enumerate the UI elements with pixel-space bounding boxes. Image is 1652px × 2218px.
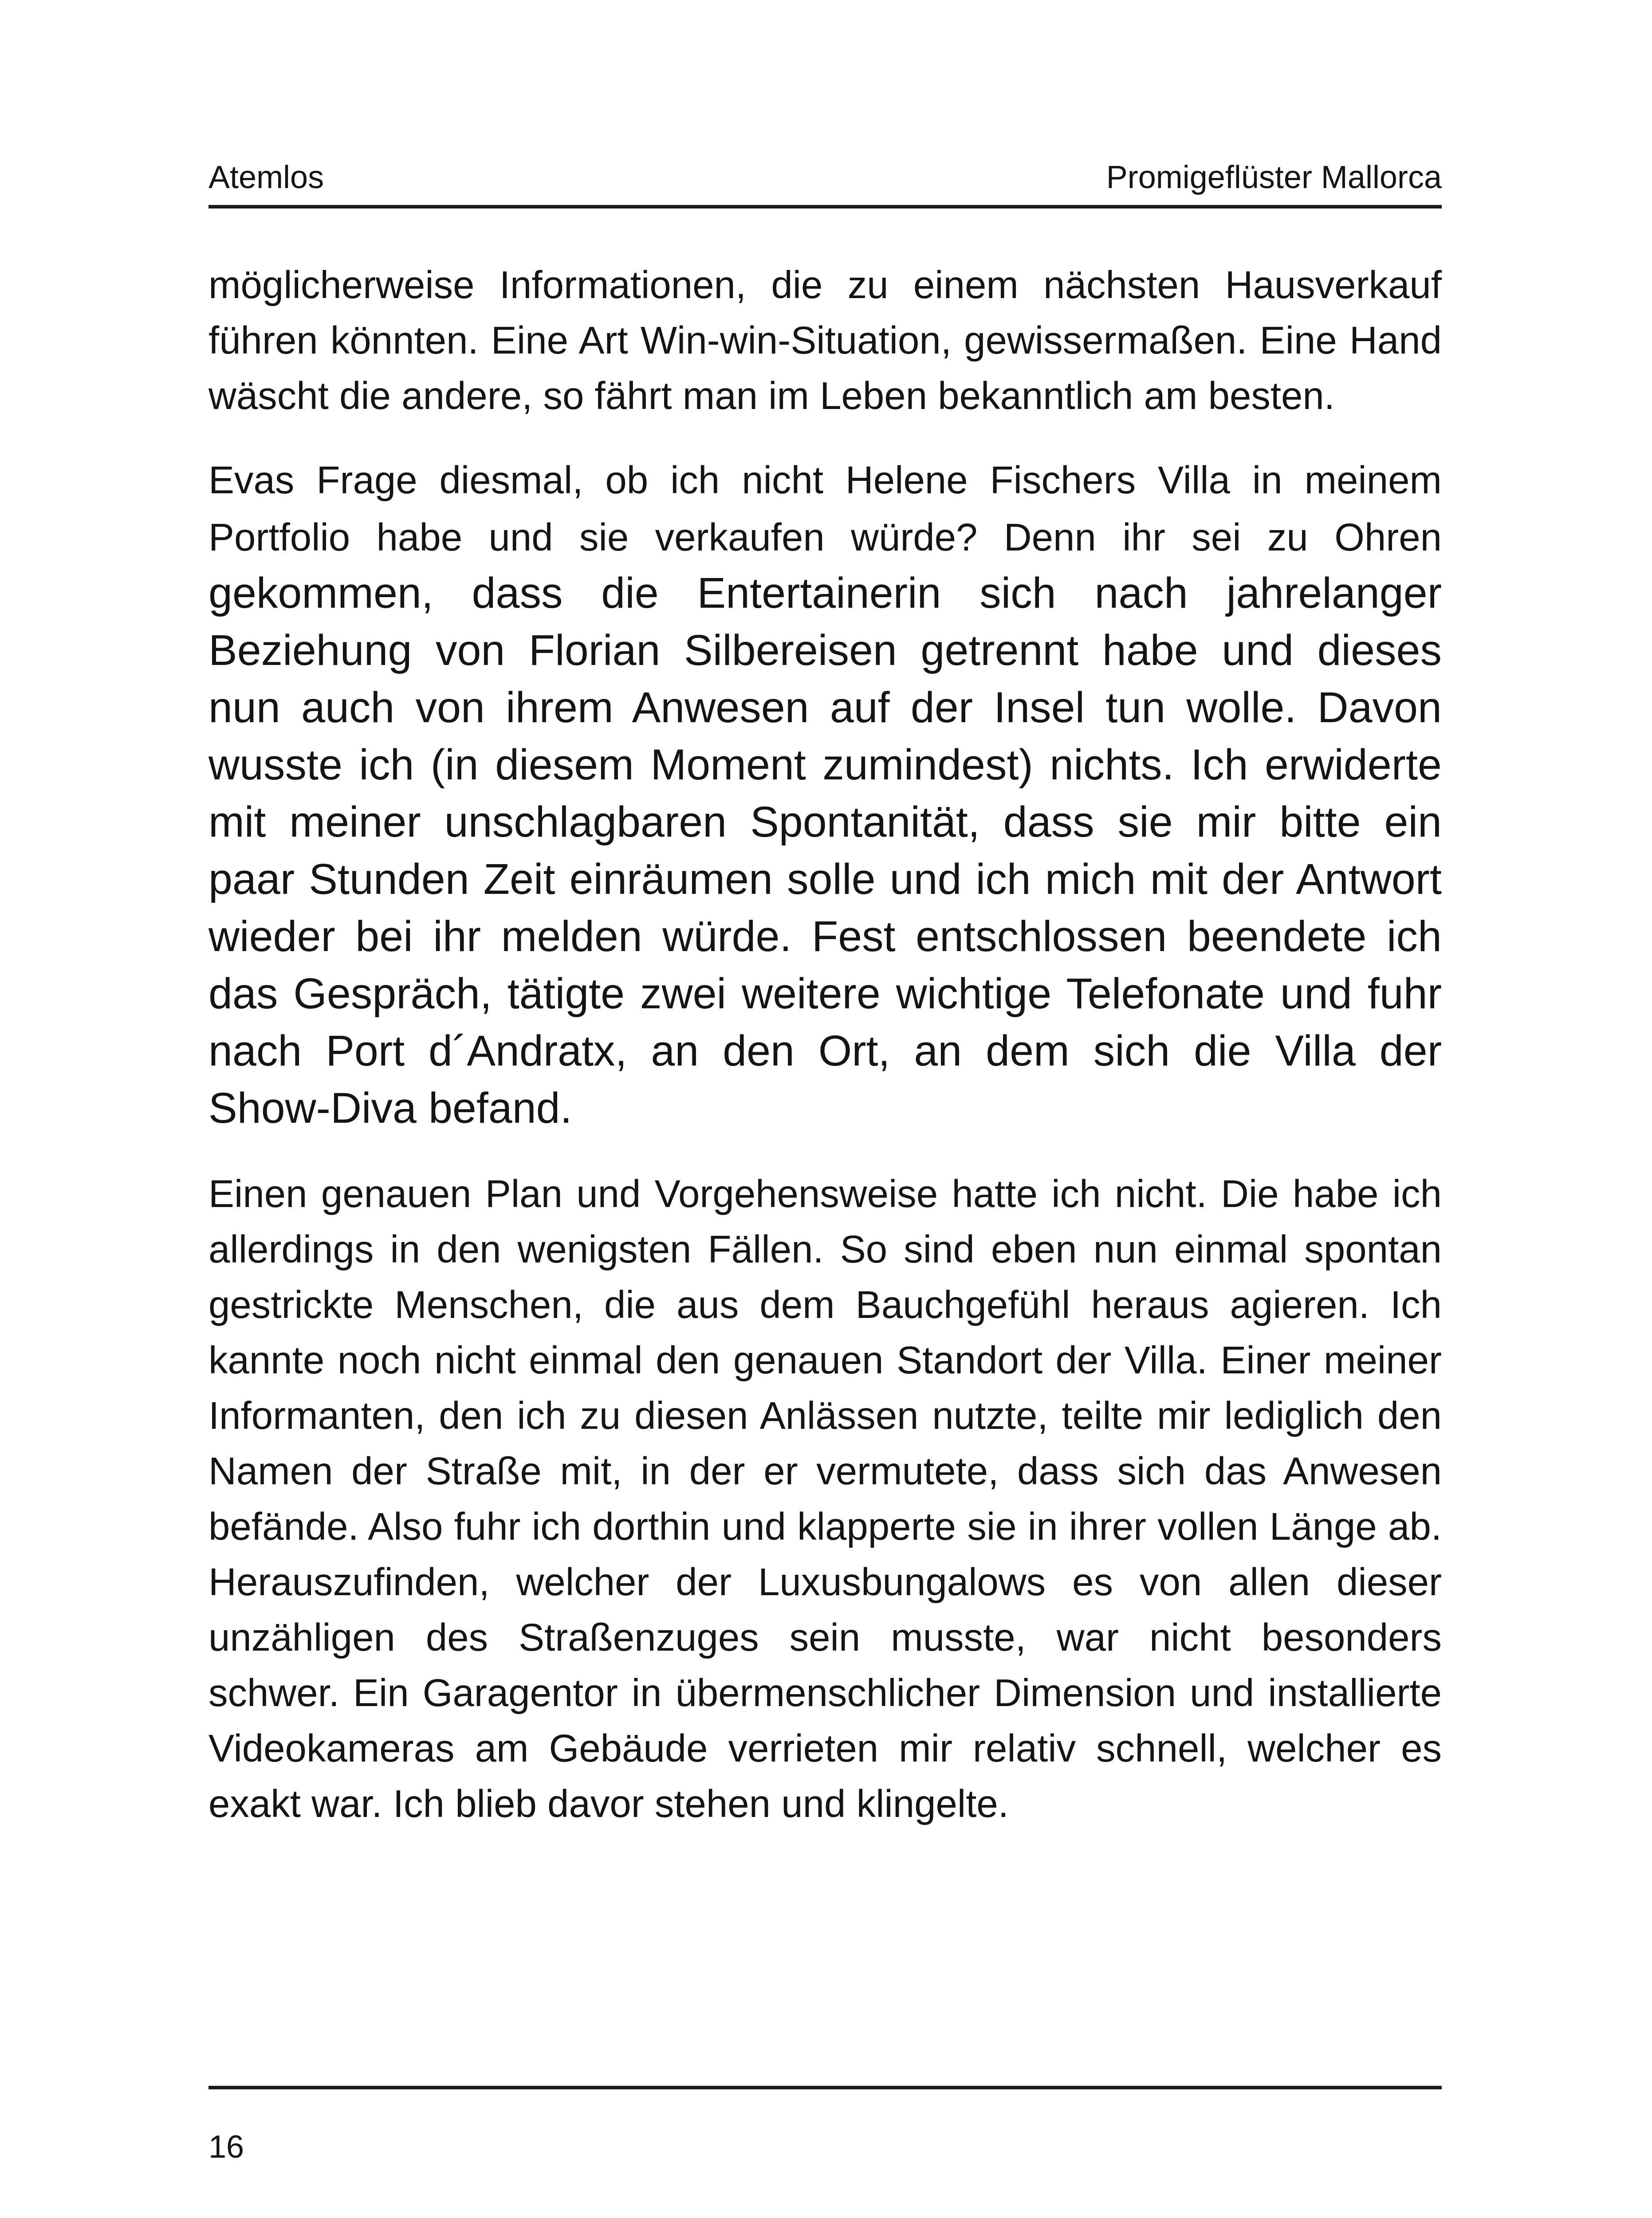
paragraph-2-rest: gekommen, dass die Entertainerin sich nach jahrelanger Beziehung von Florian Silbereisen getrennt habe und dieses nun auch von ihrem Anwesen auf der Insel tun wolle. Davon wusste ich (in diesem Moment zumindest) nichts. Ich erwiderte mit meiner unschlagbaren Spontanität, dass sie mir bitte ein paar Stunden Zeit einräumen solle und ich mich mit der Antwort wieder bei ihr melden würde. Fest entschlossen beendete ich das Gespräch, tätigte zwei weitere wichtige Telefonate und fuhr nach Port d´Andratx, an den Ort, an dem sich die Villa der Show-Diva befand. [208,569,1442,1132]
page-number: 16 [208,2129,244,2165]
paragraph-2 [208,452,1442,1137]
body-text [208,257,1442,1832]
paragraph-1: möglicherweise Informationen, die zu einem nächsten Hausverkauf führen könnten. Eine Art Win-win-Situation, gewissermaßen. Eine Hand wäscht die andere, so fährt man im Leben bekanntlich am besten. [208,263,1442,417]
header-rule [208,205,1442,208]
paragraph-3: Einen genauen Plan und Vorgehensweise hatte ich nicht. Die habe ich allerdings in den wenigsten Fällen. So sind eben nun einmal spontan gestrickte Menschen, die aus dem Bauchgefühl heraus agieren. Ich kannte noch nicht einmal den genauen Standort der Villa. Einer meiner Informanten, den ich zu diesen Anlässen nutzte, teilte mir lediglich den Namen der Straße mit, in der er vermutete, dass sich das Anwesen befände. Also fuhr ich dorthin und klapperte sie in ihrer vollen Länge ab. Herauszufinden, welcher der Luxusbungalows es von allen dieser unzähligen des Straßenzuges sein musste, war nicht besonders schwer. Ein Garagentor in übermenschlicher Dimension und installierte Videokameras am Gebäude verrieten mir relativ schnell, welcher es exakt war. Ich blieb davor stehen und klingelte. [208,1172,1442,1825]
header-chapter-title: Promigeflüster Mallorca [1106,160,1442,195]
paragraph-2-lead: Evas Frage diesmal, ob ich nicht Helene Fischers Villa in meinem Portfolio habe und sie verkaufen würde? Denn ihr sei zu Ohren [208,459,1442,559]
footer-rule [208,2086,1442,2089]
header-book-title: Atemlos [208,160,324,195]
running-header [208,153,1442,202]
